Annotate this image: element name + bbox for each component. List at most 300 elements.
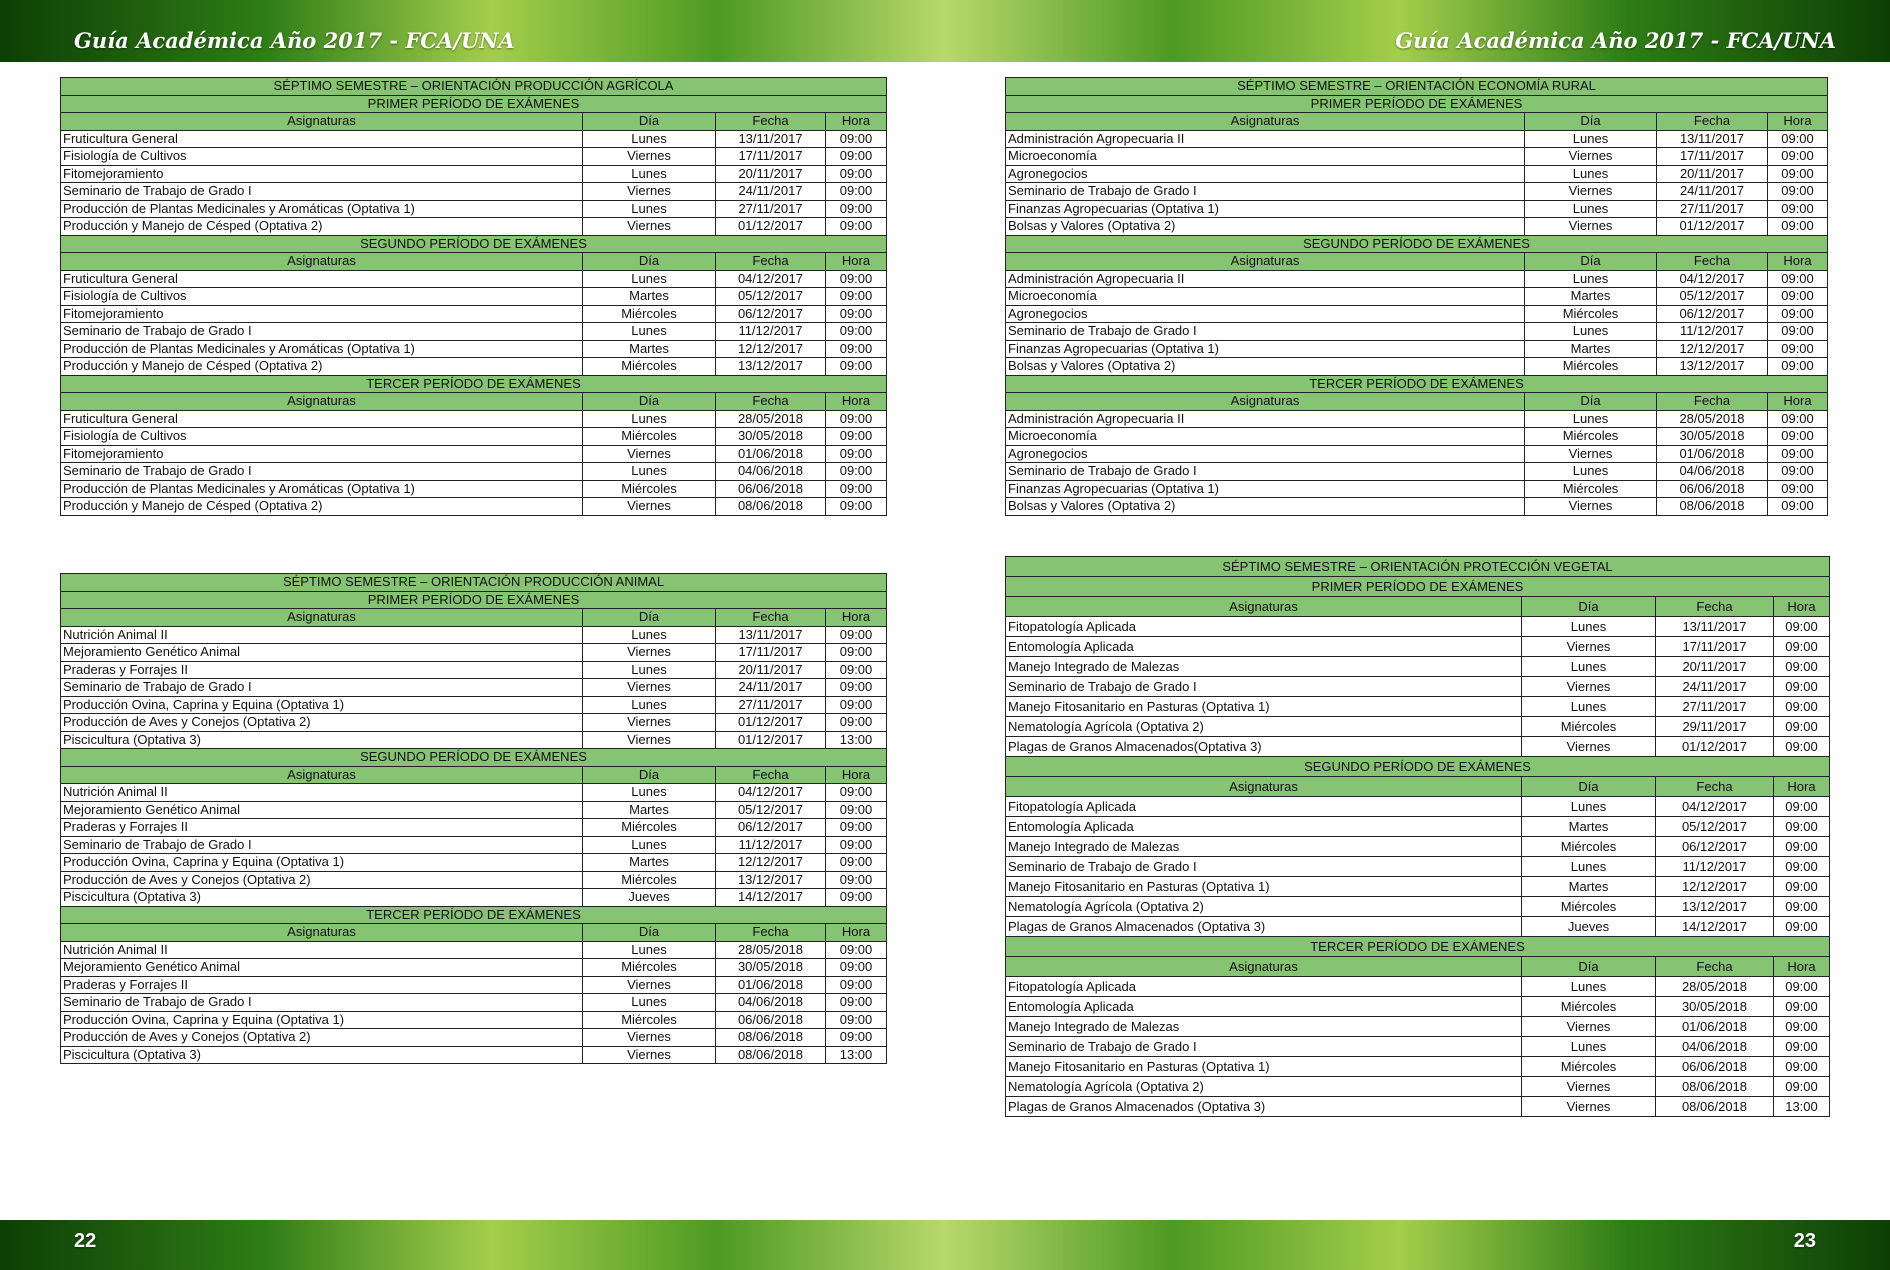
- cell-fecha: 08/06/2018: [716, 1029, 826, 1047]
- header-dia: Día: [583, 609, 716, 627]
- cell-fecha: 13/11/2017: [716, 626, 826, 644]
- cell-asignatura: Seminario de Trabajo de Grado I: [61, 836, 583, 854]
- table-row: [61, 130, 887, 148]
- cell-asignatura: Producción Ovina, Caprina y Equina (Optativa 1): [61, 854, 583, 872]
- header-title-right: Guía Académica Año 2017 - FCA/UNA: [1395, 28, 1836, 53]
- cell-hora: 09:00: [1768, 218, 1828, 236]
- period-title-row: [1006, 95, 1828, 113]
- cell-asignatura: Agronegocios: [1006, 305, 1525, 323]
- cell-fecha: 12/12/2017: [716, 854, 826, 872]
- cell-fecha: 04/12/2017: [1656, 797, 1774, 817]
- cell-dia: Lunes: [1522, 1037, 1656, 1057]
- cell-fecha: 12/12/2017: [1657, 340, 1768, 358]
- cell-dia: Miércoles: [1525, 428, 1657, 446]
- cell-fecha: 13/12/2017: [1657, 358, 1768, 376]
- cell-dia: Lunes: [583, 626, 716, 644]
- cell-hora: 09:00: [826, 801, 887, 819]
- table-row: [61, 784, 887, 802]
- table-row: [1006, 997, 1830, 1017]
- cell-fecha: 11/12/2017: [1657, 323, 1768, 341]
- cell-fecha: 30/05/2018: [1656, 997, 1774, 1017]
- cell-hora: 09:00: [826, 200, 887, 218]
- cell-dia: Martes: [583, 340, 716, 358]
- cell-hora: 09:00: [1774, 737, 1830, 757]
- cell-asignatura: Producción de Plantas Medicinales y Aromáticas (Optativa 1): [61, 340, 583, 358]
- table-row: [1006, 737, 1830, 757]
- cell-hora: 09:00: [826, 428, 887, 446]
- cell-dia: Viernes: [1522, 1017, 1656, 1037]
- cell-fecha: 05/12/2017: [1656, 817, 1774, 837]
- cell-asignatura: Seminario de Trabajo de Grado I: [1006, 183, 1525, 201]
- cell-hora: 09:00: [1774, 977, 1830, 997]
- table-row: [61, 959, 887, 977]
- period-title-row: [1006, 375, 1828, 393]
- cell-fecha: 04/12/2017: [716, 270, 826, 288]
- cell-dia: Martes: [1522, 817, 1656, 837]
- table-row: [61, 994, 887, 1012]
- cell-fecha: 05/12/2017: [1657, 288, 1768, 306]
- semester-title: SÉPTIMO SEMESTRE – ORIENTACIÓN ECONOMÍA RURAL: [1006, 78, 1828, 96]
- table-row: [61, 889, 887, 907]
- cell-dia: Jueves: [583, 889, 716, 907]
- table-row: [61, 661, 887, 679]
- cell-fecha: 12/12/2017: [1656, 877, 1774, 897]
- cell-hora: 09:00: [826, 218, 887, 236]
- cell-dia: Lunes: [1522, 697, 1656, 717]
- cell-dia: Lunes: [583, 323, 716, 341]
- header-dia: Día: [1522, 957, 1656, 977]
- header-dia: Día: [1525, 253, 1657, 271]
- cell-dia: Miércoles: [583, 819, 716, 837]
- cell-dia: Lunes: [583, 994, 716, 1012]
- cell-fecha: 13/12/2017: [1656, 897, 1774, 917]
- cell-asignatura: Nematología Agrícola (Optativa 2): [1006, 1077, 1522, 1097]
- semester-title: SÉPTIMO SEMESTRE – ORIENTACIÓN PRODUCCIÓN ANIMAL: [61, 574, 887, 592]
- cell-hora: 09:00: [1768, 165, 1828, 183]
- cell-asignatura: Producción de Aves y Conejos (Optativa 2): [61, 714, 583, 732]
- cell-hora: 09:00: [1774, 837, 1830, 857]
- table-row: [61, 498, 887, 516]
- cell-dia: Viernes: [1525, 148, 1657, 166]
- column-header-row: [61, 253, 887, 271]
- cell-fecha: 01/12/2017: [716, 731, 826, 749]
- cell-dia: Lunes: [583, 200, 716, 218]
- table-row: [61, 200, 887, 218]
- cell-hora: 09:00: [1768, 480, 1828, 498]
- table-row: [61, 305, 887, 323]
- cell-hora: 09:00: [826, 1029, 887, 1047]
- cell-dia: Lunes: [583, 410, 716, 428]
- cell-asignatura: Manejo Integrado de Malezas: [1006, 837, 1522, 857]
- table-row: [1006, 617, 1830, 637]
- cell-dia: Viernes: [583, 148, 716, 166]
- cell-dia: Viernes: [1522, 1077, 1656, 1097]
- cell-fecha: 05/12/2017: [716, 801, 826, 819]
- cell-fecha: 04/06/2018: [1656, 1037, 1774, 1057]
- cell-hora: 09:00: [826, 696, 887, 714]
- cell-dia: Lunes: [583, 941, 716, 959]
- table-row: [1006, 200, 1828, 218]
- cell-dia: Lunes: [583, 165, 716, 183]
- column-header-row: [61, 924, 887, 942]
- cell-asignatura: Seminario de Trabajo de Grado I: [61, 679, 583, 697]
- cell-hora: 09:00: [1768, 305, 1828, 323]
- header-asignaturas: Asignaturas: [61, 924, 583, 942]
- period-title-row: [61, 235, 887, 253]
- cell-fecha: 27/11/2017: [716, 696, 826, 714]
- cell-dia: Lunes: [583, 661, 716, 679]
- column-header-row: [1006, 253, 1828, 271]
- period-title: PRIMER PERÍODO DE EXÁMENES: [1006, 577, 1830, 597]
- table-row: [61, 270, 887, 288]
- cell-asignatura: Administración Agropecuaria II: [1006, 410, 1525, 428]
- cell-fecha: 20/11/2017: [716, 165, 826, 183]
- cell-fecha: 20/11/2017: [1656, 657, 1774, 677]
- cell-hora: 09:00: [1774, 1037, 1830, 1057]
- table-row: [1006, 445, 1828, 463]
- cell-dia: Viernes: [583, 976, 716, 994]
- table-row: [1006, 697, 1830, 717]
- table-row: [1006, 305, 1828, 323]
- cell-fecha: 06/12/2017: [716, 819, 826, 837]
- cell-fecha: 06/06/2018: [1657, 480, 1768, 498]
- header-dia: Día: [583, 253, 716, 271]
- cell-hora: 09:00: [826, 714, 887, 732]
- cell-hora: 09:00: [1768, 358, 1828, 376]
- cell-dia: Lunes: [583, 696, 716, 714]
- cell-dia: Lunes: [1525, 200, 1657, 218]
- header-dia: Día: [1525, 393, 1657, 411]
- column-header-row: [61, 113, 887, 131]
- table-row: [61, 428, 887, 446]
- cell-hora: 09:00: [1768, 463, 1828, 481]
- cell-dia: Lunes: [583, 270, 716, 288]
- table-row: [1006, 897, 1830, 917]
- cell-hora: 09:00: [826, 626, 887, 644]
- cell-fecha: 08/06/2018: [1656, 1077, 1774, 1097]
- cell-fecha: 01/12/2017: [716, 714, 826, 732]
- cell-asignatura: Plagas de Granos Almacenados(Optativa 3): [1006, 737, 1522, 757]
- cell-fecha: 28/05/2018: [716, 410, 826, 428]
- cell-asignatura: Microeconomía: [1006, 148, 1525, 166]
- table-row: [61, 340, 887, 358]
- cell-fecha: 17/11/2017: [716, 148, 826, 166]
- column-header-row: [61, 609, 887, 627]
- header-asignaturas: Asignaturas: [61, 253, 583, 271]
- cell-hora: 09:00: [1768, 428, 1828, 446]
- period-title: SEGUNDO PERÍODO DE EXÁMENES: [61, 235, 887, 253]
- table-row: [1006, 717, 1830, 737]
- cell-hora: 09:00: [826, 994, 887, 1012]
- cell-fecha: 08/06/2018: [1656, 1097, 1774, 1117]
- cell-asignatura: Nematología Agrícola (Optativa 2): [1006, 897, 1522, 917]
- table-row: [61, 445, 887, 463]
- cell-hora: 09:00: [1768, 183, 1828, 201]
- cell-asignatura: Seminario de Trabajo de Grado I: [1006, 1037, 1522, 1057]
- cell-hora: 09:00: [1774, 817, 1830, 837]
- cell-dia: Lunes: [1522, 977, 1656, 997]
- header-title-left: Guía Académica Año 2017 - FCA/UNA: [74, 28, 515, 53]
- cell-dia: Miércoles: [583, 428, 716, 446]
- cell-asignatura: Entomología Aplicada: [1006, 637, 1522, 657]
- header-hora: Hora: [826, 113, 887, 131]
- column-header-row: [1006, 597, 1830, 617]
- page-number-left: 22: [74, 1230, 97, 1252]
- period-title: SEGUNDO PERÍODO DE EXÁMENES: [61, 749, 887, 767]
- header-hora: Hora: [1774, 597, 1830, 617]
- cell-hora: 09:00: [826, 959, 887, 977]
- cell-fecha: 30/05/2018: [716, 428, 826, 446]
- cell-fecha: 17/11/2017: [1657, 148, 1768, 166]
- cell-hora: 09:00: [1774, 1017, 1830, 1037]
- table-row: [61, 323, 887, 341]
- table-row: [61, 731, 887, 749]
- cell-dia: Martes: [583, 854, 716, 872]
- table-row: [1006, 218, 1828, 236]
- table-row: [1006, 428, 1828, 446]
- cell-dia: Lunes: [1525, 270, 1657, 288]
- period-title: SEGUNDO PERÍODO DE EXÁMENES: [1006, 757, 1830, 777]
- cell-dia: Viernes: [583, 1046, 716, 1064]
- table-row: [61, 165, 887, 183]
- header-fecha: Fecha: [1656, 597, 1774, 617]
- table-row: [61, 480, 887, 498]
- cell-hora: 09:00: [1768, 340, 1828, 358]
- cell-hora: 09:00: [826, 480, 887, 498]
- table-row: [1006, 340, 1828, 358]
- cell-fecha: 17/11/2017: [1656, 637, 1774, 657]
- period-title: PRIMER PERÍODO DE EXÁMENES: [1006, 95, 1828, 113]
- cell-fecha: 01/06/2018: [1657, 445, 1768, 463]
- cell-fecha: 13/12/2017: [716, 358, 826, 376]
- semester-title: SÉPTIMO SEMESTRE – ORIENTACIÓN PRODUCCIÓN AGRÍCOLA: [61, 78, 887, 96]
- cell-asignatura: Manejo Fitosanitario en Pasturas (Optativa 1): [1006, 1057, 1522, 1077]
- cell-asignatura: Microeconomía: [1006, 428, 1525, 446]
- table-row: [1006, 498, 1828, 516]
- cell-dia: Miércoles: [1525, 480, 1657, 498]
- cell-hora: 09:00: [1768, 270, 1828, 288]
- column-header-row: [1006, 113, 1828, 131]
- cell-fecha: 08/06/2018: [716, 498, 826, 516]
- header-fecha: Fecha: [716, 609, 826, 627]
- period-title-row: [1006, 235, 1828, 253]
- cell-fecha: 06/06/2018: [1656, 1057, 1774, 1077]
- cell-hora: 09:00: [826, 889, 887, 907]
- cell-dia: Viernes: [583, 498, 716, 516]
- table-row: [61, 871, 887, 889]
- cell-fecha: 29/11/2017: [1656, 717, 1774, 737]
- table-row: [61, 410, 887, 428]
- cell-hora: 09:00: [826, 679, 887, 697]
- cell-asignatura: Praderas y Forrajes II: [61, 819, 583, 837]
- cell-hora: 09:00: [1774, 677, 1830, 697]
- cell-hora: 09:00: [826, 305, 887, 323]
- table-row: [1006, 637, 1830, 657]
- header-hora: Hora: [1774, 777, 1830, 797]
- cell-hora: 09:00: [826, 1011, 887, 1029]
- header-dia: Día: [583, 766, 716, 784]
- table-row: [1006, 977, 1830, 997]
- cell-hora: 09:00: [826, 288, 887, 306]
- cell-fecha: 11/12/2017: [716, 323, 826, 341]
- cell-asignatura: Producción Ovina, Caprina y Equina (Optativa 1): [61, 1011, 583, 1029]
- cell-hora: 09:00: [1768, 288, 1828, 306]
- header-hora: Hora: [826, 924, 887, 942]
- header-hora: Hora: [1768, 253, 1828, 271]
- cell-hora: 09:00: [826, 498, 887, 516]
- cell-asignatura: Microeconomía: [1006, 288, 1525, 306]
- table-row: [61, 714, 887, 732]
- cell-hora: 09:00: [1774, 637, 1830, 657]
- cell-fecha: 08/06/2018: [716, 1046, 826, 1064]
- cell-fecha: 13/12/2017: [716, 871, 826, 889]
- cell-dia: Viernes: [1525, 498, 1657, 516]
- period-title: TERCER PERÍODO DE EXÁMENES: [61, 906, 887, 924]
- table-row: [1006, 877, 1830, 897]
- cell-hora: 09:00: [1774, 697, 1830, 717]
- cell-dia: Lunes: [583, 836, 716, 854]
- cell-dia: Miércoles: [583, 959, 716, 977]
- cell-asignatura: Entomología Aplicada: [1006, 997, 1522, 1017]
- cell-dia: Viernes: [583, 183, 716, 201]
- cell-dia: Viernes: [583, 679, 716, 697]
- table-row: [61, 1046, 887, 1064]
- cell-dia: Jueves: [1522, 917, 1656, 937]
- cell-fecha: 28/05/2018: [716, 941, 826, 959]
- cell-dia: Miércoles: [1522, 717, 1656, 737]
- cell-hora: 09:00: [826, 463, 887, 481]
- cell-hora: 09:00: [1774, 1077, 1830, 1097]
- cell-asignatura: Fitopatología Aplicada: [1006, 797, 1522, 817]
- cell-dia: Viernes: [583, 714, 716, 732]
- cell-hora: 09:00: [826, 358, 887, 376]
- table-row: [1006, 917, 1830, 937]
- cell-hora: 09:00: [826, 854, 887, 872]
- cell-fecha: 24/11/2017: [716, 679, 826, 697]
- header-hora: Hora: [826, 253, 887, 271]
- header-asignaturas: Asignaturas: [61, 393, 583, 411]
- cell-asignatura: Piscicultura (Optativa 3): [61, 889, 583, 907]
- cell-asignatura: Finanzas Agropecuarias (Optativa 1): [1006, 340, 1525, 358]
- cell-asignatura: Manejo Fitosanitario en Pasturas (Optativa 1): [1006, 877, 1522, 897]
- schedule-table-produccion-animal: [60, 573, 887, 1064]
- cell-asignatura: Fruticultura General: [61, 270, 583, 288]
- table-row: [61, 836, 887, 854]
- header-hora: Hora: [826, 609, 887, 627]
- cell-hora: 09:00: [1774, 997, 1830, 1017]
- header-asignaturas: Asignaturas: [1006, 393, 1525, 411]
- cell-hora: 09:00: [1768, 148, 1828, 166]
- table-row: [61, 626, 887, 644]
- cell-dia: Viernes: [1525, 183, 1657, 201]
- table-row: [1006, 657, 1830, 677]
- table-row: [61, 218, 887, 236]
- cell-fecha: 12/12/2017: [716, 340, 826, 358]
- cell-dia: Miércoles: [583, 480, 716, 498]
- cell-dia: Miércoles: [1525, 305, 1657, 323]
- cell-hora: 09:00: [1774, 797, 1830, 817]
- cell-fecha: 20/11/2017: [716, 661, 826, 679]
- cell-hora: 09:00: [826, 270, 887, 288]
- table-row: [1006, 480, 1828, 498]
- cell-fecha: 08/06/2018: [1657, 498, 1768, 516]
- cell-hora: 09:00: [1774, 657, 1830, 677]
- semester-title-row: [61, 574, 887, 592]
- cell-dia: Miércoles: [1522, 897, 1656, 917]
- period-title: TERCER PERÍODO DE EXÁMENES: [61, 375, 887, 393]
- cell-hora: 09:00: [826, 941, 887, 959]
- cell-hora: 09:00: [1768, 410, 1828, 428]
- header-asignaturas: Asignaturas: [61, 113, 583, 131]
- cell-fecha: 28/05/2018: [1656, 977, 1774, 997]
- cell-dia: Viernes: [1522, 637, 1656, 657]
- cell-asignatura: Mejoramiento Genético Animal: [61, 644, 583, 662]
- cell-asignatura: Producción Ovina, Caprina y Equina (Optativa 1): [61, 696, 583, 714]
- header-asignaturas: Asignaturas: [1006, 777, 1522, 797]
- cell-dia: Viernes: [583, 644, 716, 662]
- cell-dia: Viernes: [583, 731, 716, 749]
- period-title: TERCER PERÍODO DE EXÁMENES: [1006, 937, 1830, 957]
- cell-fecha: 27/11/2017: [716, 200, 826, 218]
- cell-asignatura: Producción y Manejo de Césped (Optativa 2): [61, 358, 583, 376]
- header-dia: Día: [1522, 777, 1656, 797]
- cell-hora: 09:00: [826, 871, 887, 889]
- cell-hora: 13:00: [826, 731, 887, 749]
- cell-asignatura: Bolsas y Valores (Optativa 2): [1006, 358, 1525, 376]
- cell-hora: 09:00: [1774, 1057, 1830, 1077]
- cell-dia: Lunes: [583, 784, 716, 802]
- cell-asignatura: Bolsas y Valores (Optativa 2): [1006, 218, 1525, 236]
- cell-asignatura: Manejo Fitosanitario en Pasturas (Optativa 1): [1006, 697, 1522, 717]
- cell-asignatura: Seminario de Trabajo de Grado I: [61, 994, 583, 1012]
- schedule-table-economia-rural: [1005, 77, 1828, 516]
- period-title-row: [61, 375, 887, 393]
- cell-hora: 09:00: [826, 976, 887, 994]
- header-asignaturas: Asignaturas: [61, 609, 583, 627]
- period-title-row: [61, 906, 887, 924]
- cell-dia: Martes: [1522, 877, 1656, 897]
- cell-asignatura: Seminario de Trabajo de Grado I: [61, 183, 583, 201]
- cell-hora: 09:00: [1774, 897, 1830, 917]
- cell-asignatura: Fitomejoramiento: [61, 165, 583, 183]
- cell-asignatura: Seminario de Trabajo de Grado I: [1006, 323, 1525, 341]
- cell-fecha: 11/12/2017: [1656, 857, 1774, 877]
- cell-hora: 09:00: [826, 130, 887, 148]
- table-row: [1006, 1037, 1830, 1057]
- cell-hora: 09:00: [826, 836, 887, 854]
- cell-asignatura: Nutrición Animal II: [61, 784, 583, 802]
- cell-hora: 09:00: [1774, 617, 1830, 637]
- cell-hora: 09:00: [826, 183, 887, 201]
- table-row: [1006, 270, 1828, 288]
- cell-hora: 09:00: [826, 445, 887, 463]
- cell-asignatura: Producción de Aves y Conejos (Optativa 2): [61, 871, 583, 889]
- cell-asignatura: Mejoramiento Genético Animal: [61, 959, 583, 977]
- table-row: [61, 679, 887, 697]
- table-row: [61, 801, 887, 819]
- table-row: [1006, 1057, 1830, 1077]
- cell-hora: 09:00: [826, 819, 887, 837]
- header-fecha: Fecha: [716, 393, 826, 411]
- cell-asignatura: Fitomejoramiento: [61, 445, 583, 463]
- cell-dia: Martes: [1525, 288, 1657, 306]
- cell-asignatura: Nematología Agrícola (Optativa 2): [1006, 717, 1522, 737]
- cell-fecha: 04/12/2017: [1657, 270, 1768, 288]
- cell-dia: Lunes: [583, 130, 716, 148]
- cell-dia: Viernes: [583, 218, 716, 236]
- cell-dia: Miércoles: [583, 358, 716, 376]
- cell-dia: Miércoles: [583, 871, 716, 889]
